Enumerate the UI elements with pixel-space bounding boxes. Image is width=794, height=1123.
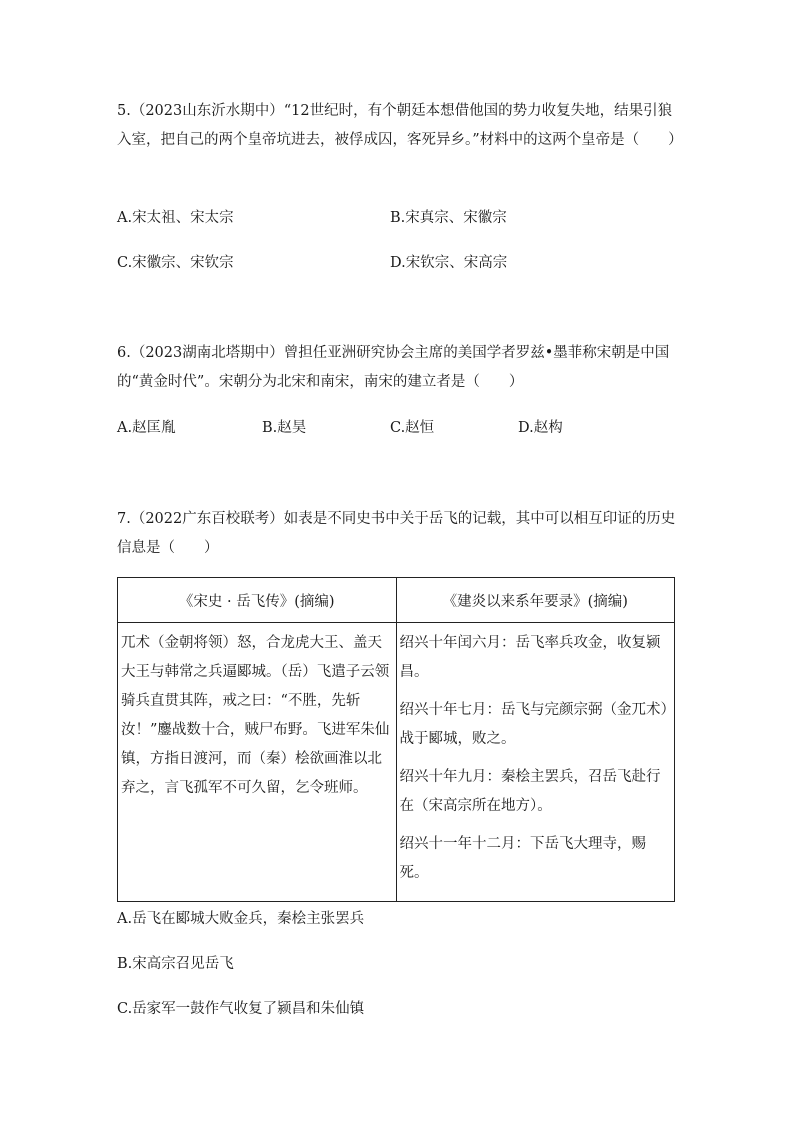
q7-option-c: C.岳家军一鼓作气收复了颍昌和朱仙镇 [117, 1001, 365, 1017]
q7-option-b: B.宋高宗召见岳飞 [117, 956, 234, 972]
q6-option-c: C.赵恒 [390, 420, 435, 436]
question-5-stem: 5.（2023山东沂水期中）“12世纪时，有个朝廷本想借他国的势力收复失地，结果引狼入室，把自己的两个皇帝坑进去，被俘成囚，客死异乡。”材料中的这两个皇帝是（ ） [117, 103, 683, 148]
q5-option-b: B.宋真宗、宋徽宗 [390, 210, 507, 226]
q6-option-d: D.赵构 [518, 420, 563, 436]
question-7-stem: 7.（2022广东百校联考）如表是不同史书中关于岳飞的记载，其中可以相互印证的历史信息是（ ） [117, 511, 676, 556]
q6-option-a: A.赵匡胤 [117, 420, 176, 436]
q6-option-b: B.赵昊 [262, 420, 307, 436]
jianyan-excerpt [396, 623, 675, 902]
table-header-songshi: 《宋史 · 岳飞传》(摘编) [118, 578, 397, 623]
q5-option-c: C.宋徽宗、宋钦宗 [117, 255, 234, 271]
songshi-excerpt: 兀术（金朝将领）怒，合龙虎大王、盖天大王与韩常之兵逼郾城。（岳）飞遣子云领骑兵直贯其阵，戒之曰：“不胜，先斩汝！”鏖战数十合，贼尸布野。飞进军朱仙镇，方指日渡河，而（秦）桧欲画淮以北弃之，言飞孤军不可久留，乞令班师。 [118, 623, 397, 902]
jianyan-entry: 绍兴十年闰六月：岳飞率兵攻金，收复颍昌。 [399, 635, 661, 680]
table-row [118, 623, 675, 902]
q5-option-d: D.宋钦宗、宋高宗 [390, 255, 508, 271]
q5-option-a: A.宋太祖、宋太宗 [117, 210, 234, 226]
jianyan-entry: 绍兴十年九月：秦桧主罢兵，召岳飞赴行在（宋高宗所在地方）。 [399, 769, 661, 814]
q7-option-a: A.岳飞在郾城大败金兵，秦桧主张罢兵 [117, 911, 365, 927]
jianyan-entry: 绍兴十年七月：岳飞与完颜宗弼（金兀术）战于郾城，败之。 [399, 702, 668, 747]
table-header-row [118, 578, 675, 623]
jianyan-entry: 绍兴十一年十二月：下岳飞大理寺，赐死。 [399, 836, 646, 881]
history-record-table [117, 577, 675, 902]
table-header-jianyan: 《建炎以来系年要录》(摘编) [396, 578, 675, 623]
question-6-stem: 6.（2023湖南北塔期中）曾担任亚洲研究协会主席的美国学者罗兹•墨菲称宋朝是中国的“黄金时代”。宋朝分为北宋和南宋，南宋的建立者是（ ） [117, 345, 670, 390]
